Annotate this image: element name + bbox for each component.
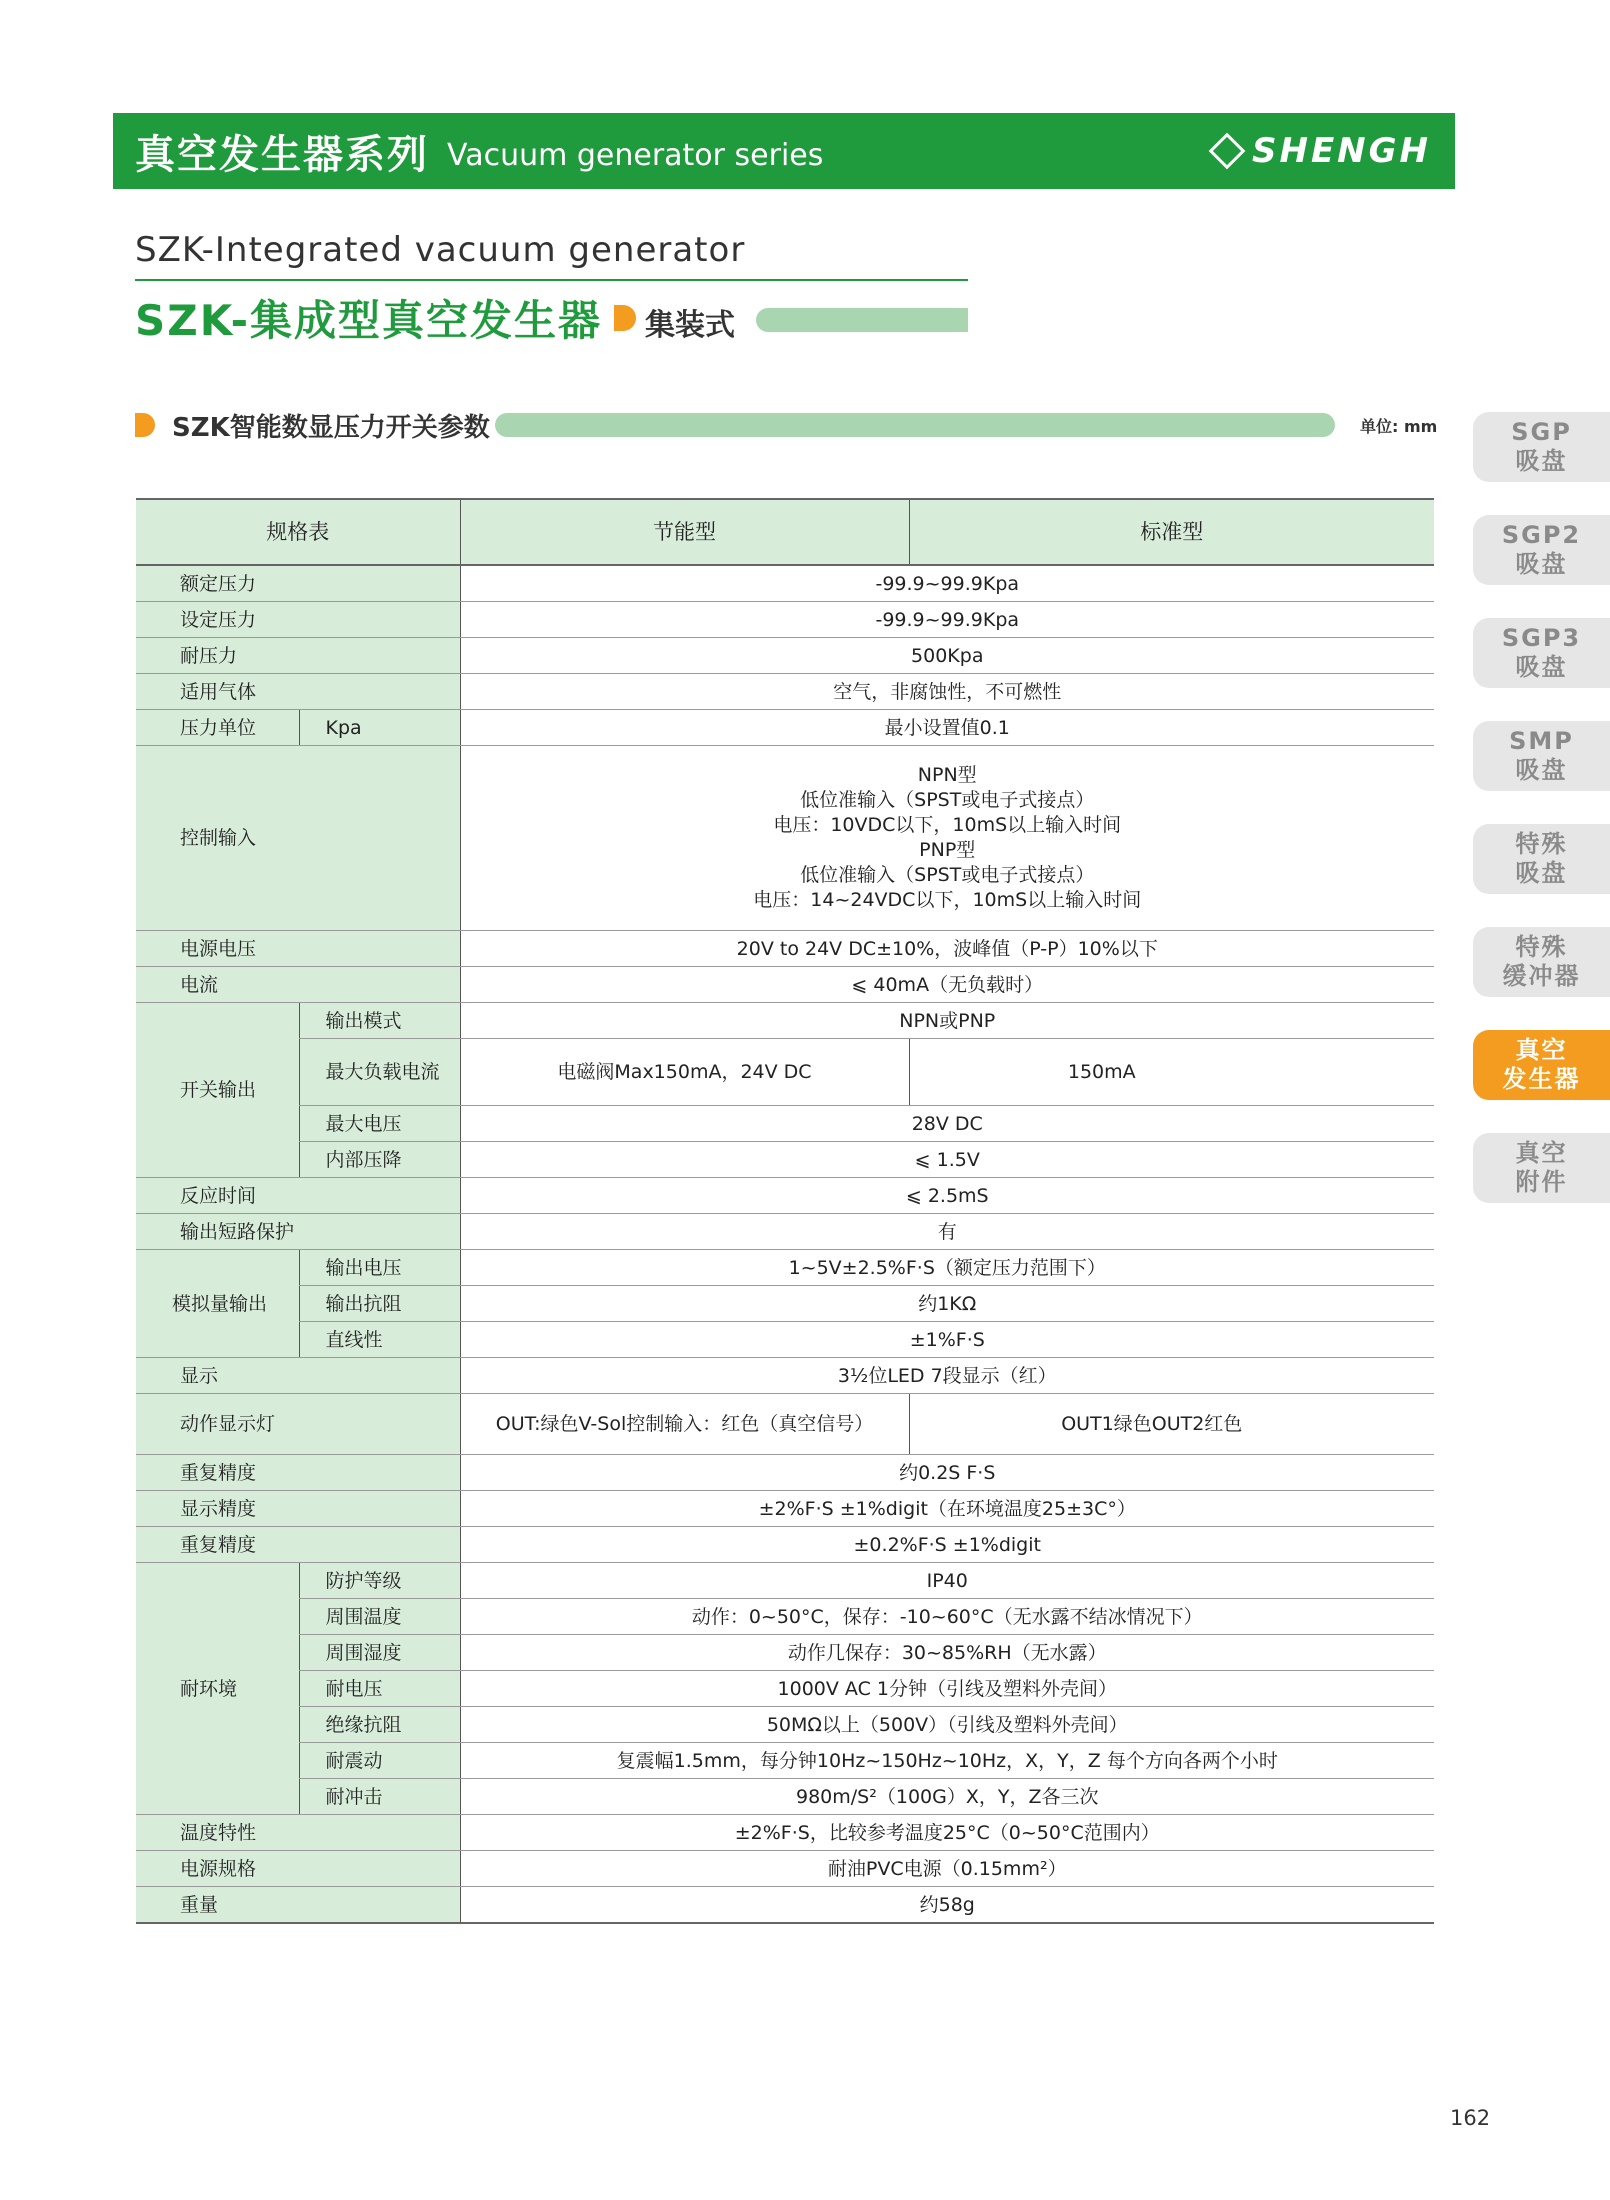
table-row — [136, 1178, 1434, 1214]
side-tab-label: 吸盘 — [1515, 756, 1568, 784]
row-label: 控制输入 — [136, 746, 460, 931]
row-label: 压力单位 — [136, 710, 299, 746]
row-value: ±2%F·S，比较参考温度25°C（0~50°C范围内） — [460, 1815, 1434, 1851]
group-label: 模拟量输出 — [136, 1250, 299, 1358]
row-value: 980m/S²（100G）X，Y，Z各三次 — [460, 1779, 1434, 1815]
row-value: ±1%F·S — [460, 1322, 1434, 1358]
control-input-line: 低位准输入（SPST或电子式接点） — [800, 864, 1095, 886]
row-value: 约1KΩ — [460, 1286, 1434, 1322]
table-row — [136, 1779, 1434, 1815]
group-label: 耐环境 — [136, 1563, 299, 1815]
side-tab-label: 缓冲器 — [1502, 962, 1581, 990]
control-input-line: NPN型 — [917, 764, 977, 786]
table-row — [136, 1322, 1434, 1358]
table-row — [136, 638, 1434, 674]
product-title-en: SZK-Integrated vacuum generator — [135, 230, 746, 270]
table-row — [136, 1250, 1434, 1286]
table-row — [136, 746, 1434, 931]
row-sublabel: 最大负载电流 — [299, 1039, 460, 1106]
logo-diamond-icon — [1209, 133, 1246, 170]
control-input-line: PNP型 — [919, 839, 976, 861]
table-row — [136, 967, 1434, 1003]
control-input-line: 电压：10VDC以下，10mS以上输入时间 — [773, 814, 1122, 836]
side-tab-special-buffer[interactable] — [1473, 927, 1610, 997]
table-row — [136, 931, 1434, 967]
row-value: 最小设置值0.1 — [460, 710, 1434, 746]
header-spec: 规格表 — [136, 499, 460, 565]
table-header-row — [136, 499, 1434, 565]
header-bar — [113, 113, 1455, 189]
table-row — [136, 1815, 1434, 1851]
row-label: 显示 — [136, 1358, 460, 1394]
table-row — [136, 1039, 1434, 1106]
side-tab-label: 吸盘 — [1515, 550, 1568, 578]
side-tab-label: 特殊 — [1515, 830, 1568, 858]
row-sublabel: 耐震动 — [299, 1743, 460, 1779]
row-value-eco: 电磁阀Max150mA，24V DC — [460, 1039, 909, 1106]
row-sublabel: 周围湿度 — [299, 1635, 460, 1671]
group-label: 开关输出 — [136, 1003, 299, 1178]
row-sublabel: 输出抗阻 — [299, 1286, 460, 1322]
section-title: SZK智能数显压力开关参数 — [172, 413, 490, 443]
table-row — [136, 1491, 1434, 1527]
row-value: 动作几保存：30~85%RH（无水露） — [460, 1635, 1434, 1671]
side-tab-label: 吸盘 — [1515, 447, 1568, 475]
table-row — [136, 1394, 1434, 1455]
side-tab-label: SGP3 — [1501, 624, 1582, 652]
spec-table — [136, 498, 1434, 1924]
row-value: NPN或PNP — [460, 1003, 1434, 1039]
table-row — [136, 1635, 1434, 1671]
header-eco: 节能型 — [460, 499, 909, 565]
row-value: 3½位LED 7段显示（红） — [460, 1358, 1434, 1394]
section-decor-bar — [495, 413, 1335, 437]
side-tab-special-cup[interactable] — [1473, 824, 1610, 894]
row-label: 动作显示灯 — [136, 1394, 460, 1455]
row-value: 500Kpa — [460, 638, 1434, 674]
side-tab-label: 真空 — [1515, 1139, 1568, 1167]
side-tab-smp[interactable] — [1473, 721, 1610, 791]
row-sublabel: 防护等级 — [299, 1563, 460, 1599]
table-row — [136, 565, 1434, 602]
logo-text: SHENGH — [1252, 131, 1431, 171]
row-sublabel: 耐冲击 — [299, 1779, 460, 1815]
row-label: 电源规格 — [136, 1851, 460, 1887]
table-row — [136, 674, 1434, 710]
row-label: 设定压力 — [136, 602, 460, 638]
brand-logo — [1214, 131, 1431, 171]
title-divider — [135, 279, 968, 281]
side-tab-label: SGP — [1511, 418, 1572, 446]
table-row — [136, 1743, 1434, 1779]
page-number: 162 — [1450, 2106, 1491, 2130]
row-value: 复震幅1.5mm，每分钟10Hz~150Hz~10Hz，X，Y，Z 每个方向各两个小时 — [460, 1743, 1434, 1779]
row-sublabel: Kpa — [299, 710, 460, 746]
row-sublabel: 直线性 — [299, 1322, 460, 1358]
row-value: 有 — [460, 1214, 1434, 1250]
row-label: 重复精度 — [136, 1527, 460, 1563]
unit-label: 单位: mm — [1360, 417, 1438, 436]
row-sublabel: 输出电压 — [299, 1250, 460, 1286]
table-row — [136, 1671, 1434, 1707]
row-label: 重量 — [136, 1887, 460, 1924]
row-value: ⩽ 1.5V — [460, 1142, 1434, 1178]
side-tab-vacuum-accessory[interactable] — [1473, 1133, 1610, 1203]
side-tab-label: SMP — [1509, 727, 1574, 755]
section-bullet-icon — [135, 413, 155, 437]
table-row — [136, 1142, 1434, 1178]
table-row — [136, 602, 1434, 638]
table-row — [136, 1707, 1434, 1743]
product-title-zh: SZK-集成型真空发生器 — [135, 296, 603, 345]
row-value: ⩽ 40mA（无负载时） — [460, 967, 1434, 1003]
side-tab-label: 吸盘 — [1515, 653, 1568, 681]
row-sublabel: 绝缘抗阻 — [299, 1707, 460, 1743]
series-title-zh: 真空发生器系列 — [135, 131, 429, 178]
table-row — [136, 1286, 1434, 1322]
row-sublabel: 最大电压 — [299, 1106, 460, 1142]
tag-decor-bar — [756, 308, 968, 332]
row-value: ±0.2%F·S ±1%digit — [460, 1527, 1434, 1563]
row-value-eco: OUT:绿色V-Sol控制输入：红色（真空信号） — [460, 1394, 909, 1455]
row-value: IP40 — [460, 1563, 1434, 1599]
row-label: 电源电压 — [136, 931, 460, 967]
table-row — [136, 1851, 1434, 1887]
row-value: ±2%F·S ±1%digit（在环境温度25±3C°） — [460, 1491, 1434, 1527]
row-sublabel: 耐电压 — [299, 1671, 460, 1707]
side-tab-label: 发生器 — [1502, 1065, 1581, 1093]
row-value: 动作：0~50°C，保存：-10~60°C（无水露不结冰情况下） — [460, 1599, 1434, 1635]
row-value: 约0.2S F·S — [460, 1455, 1434, 1491]
row-value-std: 150mA — [909, 1039, 1434, 1106]
table-row — [136, 1455, 1434, 1491]
control-input-line: 电压：14~24VDC以下，10mS以上输入时间 — [753, 889, 1142, 911]
series-title-en: Vacuum generator series — [447, 137, 824, 173]
row-label: 电流 — [136, 967, 460, 1003]
row-value: 1000V AC 1分钟（引线及塑料外壳间） — [460, 1671, 1434, 1707]
row-value-std: OUT1绿色OUT2红色 — [909, 1394, 1434, 1455]
table-row — [136, 1214, 1434, 1250]
side-tab-sgp[interactable] — [1473, 412, 1610, 482]
table-row — [136, 1527, 1434, 1563]
side-tab-label: 特殊 — [1515, 933, 1568, 961]
row-value: 空气，非腐蚀性，不可燃性 — [460, 674, 1434, 710]
row-label: 适用气体 — [136, 674, 460, 710]
table-row — [136, 710, 1434, 746]
row-value: 50MΩ以上（500V）（引线及塑料外壳间） — [460, 1707, 1434, 1743]
row-sublabel: 输出模式 — [299, 1003, 460, 1039]
side-tab-vacuum-generator[interactable] — [1473, 1030, 1610, 1100]
control-input-value — [460, 746, 1434, 931]
row-value: 约58g — [460, 1887, 1434, 1924]
table-row — [136, 1887, 1434, 1924]
table-row — [136, 1358, 1434, 1394]
control-input-line: 低位准输入（SPST或电子式接点） — [800, 789, 1095, 811]
table-row — [136, 1599, 1434, 1635]
side-tab-label: 吸盘 — [1515, 859, 1568, 887]
table-row — [136, 1106, 1434, 1142]
side-tab-label: 真空 — [1515, 1036, 1568, 1064]
side-tab-label: SGP2 — [1501, 521, 1582, 549]
row-sublabel: 周围温度 — [299, 1599, 460, 1635]
row-label: 耐压力 — [136, 638, 460, 674]
tag-bullet-icon — [614, 305, 636, 331]
row-value: 28V DC — [460, 1106, 1434, 1142]
row-value: ⩽ 2.5mS — [460, 1178, 1434, 1214]
row-label: 温度特性 — [136, 1815, 460, 1851]
row-value: -99.9~99.9Kpa — [460, 602, 1434, 638]
row-value: -99.9~99.9Kpa — [460, 565, 1434, 602]
row-label: 额定压力 — [136, 565, 460, 602]
row-label: 显示精度 — [136, 1491, 460, 1527]
row-label: 反应时间 — [136, 1178, 460, 1214]
table-row — [136, 1563, 1434, 1599]
row-value: 1~5V±2.5%F·S（额定压力范围下） — [460, 1250, 1434, 1286]
side-tab-sgp2[interactable] — [1473, 515, 1610, 585]
row-sublabel: 内部压降 — [299, 1142, 460, 1178]
side-tab-sgp3[interactable] — [1473, 618, 1610, 688]
row-value: 耐油PVC电源（0.15mm²） — [460, 1851, 1434, 1887]
header-std: 标准型 — [909, 499, 1434, 565]
product-tag: 集装式 — [645, 308, 735, 343]
row-label: 输出短路保护 — [136, 1214, 460, 1250]
side-tab-label: 附件 — [1515, 1168, 1568, 1196]
row-label: 重复精度 — [136, 1455, 460, 1491]
row-value: 20V to 24V DC±10%，波峰值（P-P）10%以下 — [460, 931, 1434, 967]
table-row — [136, 1003, 1434, 1039]
